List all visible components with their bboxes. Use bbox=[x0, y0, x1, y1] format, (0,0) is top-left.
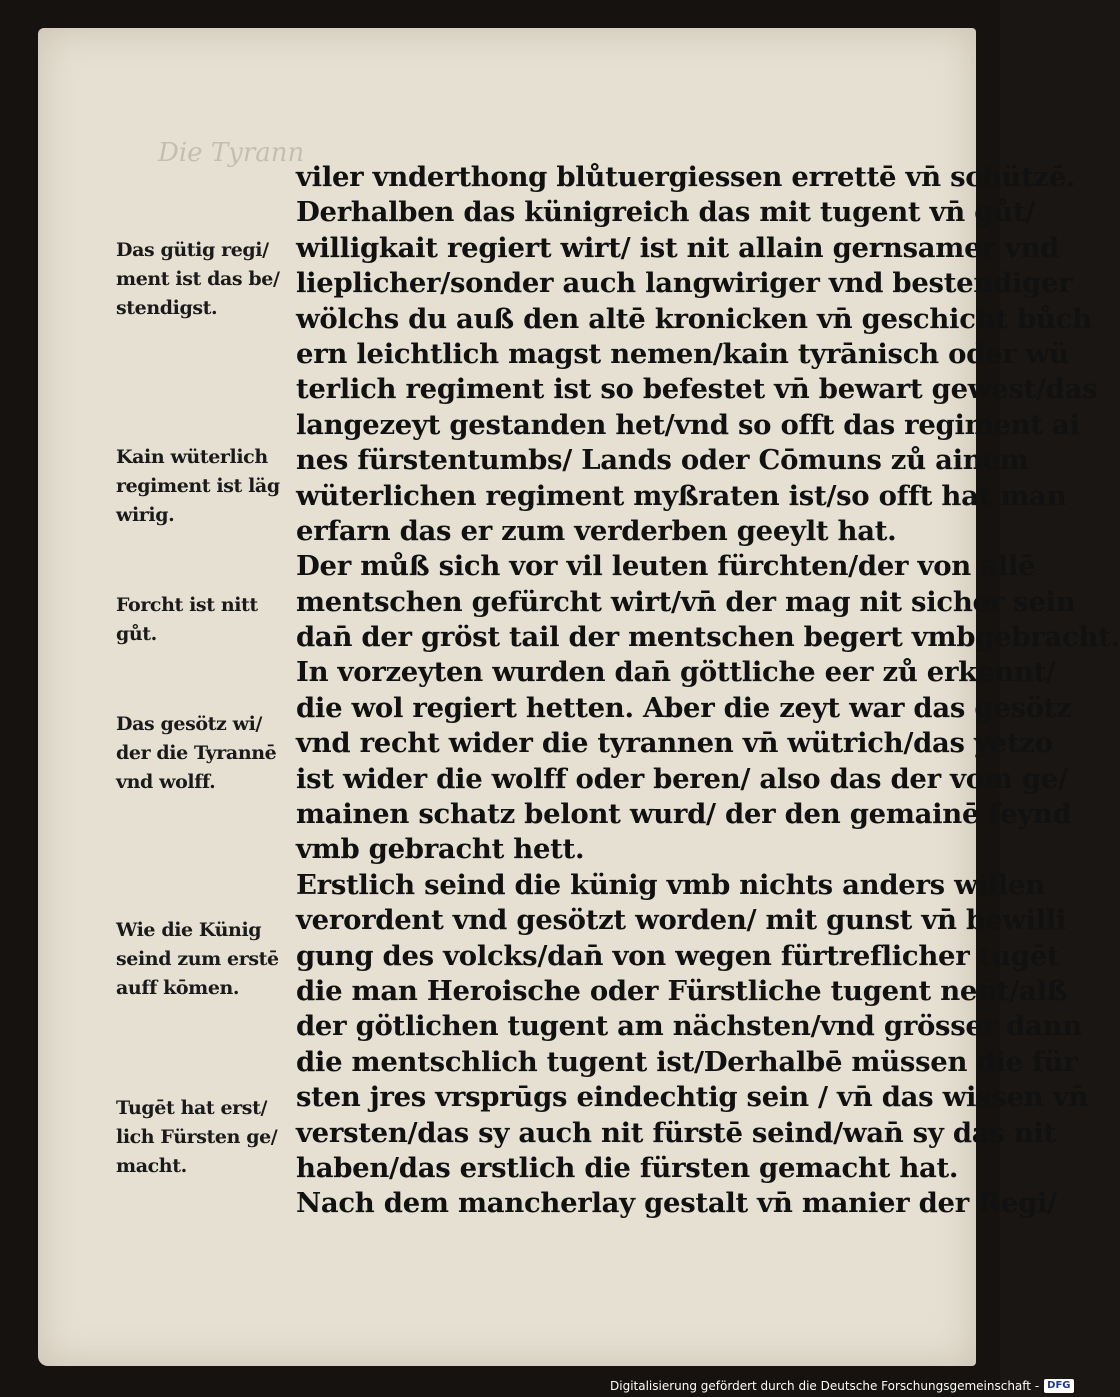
text-line: wüterlichen regiment myßraten ist/so offt hat man bbox=[296, 479, 1067, 512]
margin-note-line: auff kōmen. bbox=[116, 977, 240, 999]
margin-note-line: macht. bbox=[116, 1155, 187, 1177]
margin-note-line: gůt. bbox=[116, 623, 157, 645]
text-line: die wol regiert hetten. Aber die zeyt war das gesötz bbox=[296, 691, 1072, 724]
text-line: mainen schatz belont wurd/ der den gemainē feynd bbox=[296, 798, 1072, 831]
text-line: wölchs du auß den altē kronicken vn̄ geschicht bůch bbox=[296, 302, 1092, 335]
text-line: ist wider die wolff oder beren/ also das der vom ge/ bbox=[296, 762, 1068, 795]
text-line: sten jres vrsprūgs eindechtig sein / vn̄ das wissen vn̄ bbox=[296, 1081, 1089, 1114]
text-line: langezeyt gestanden het/vnd so offt das regiment ai bbox=[296, 408, 1080, 441]
text-line: Derhalben das künigreich das mit tugent vn̄ gůt/ bbox=[296, 196, 1035, 229]
margin-note-line: Forcht ist nitt bbox=[116, 594, 258, 616]
text-line: verordent vnd gesötzt worden/ mit gunst vn̄ bewilli bbox=[296, 904, 1067, 937]
margin-note-kings-origin bbox=[116, 916, 296, 1003]
text-line: gung des volcks/dan̄ von wegen fürtreflicher tugēt bbox=[296, 939, 1060, 972]
margin-note-cruel-rule bbox=[116, 443, 296, 530]
footer-text: Digitalisierung gefördert durch die Deutsche Forschungsgemeinschaft - bbox=[610, 1379, 1040, 1393]
margin-note-good-rule bbox=[116, 236, 296, 323]
text-line: vmb gebracht hett. bbox=[296, 833, 585, 866]
margin-note-line: seind zum erstē bbox=[116, 948, 279, 970]
margin-note-line: regiment ist läg bbox=[116, 475, 280, 497]
text-line: erfarn das er zum verderben geeylt hat. bbox=[296, 514, 897, 547]
footer-credit bbox=[610, 1377, 1074, 1395]
margin-note-line: Das gütig regi/ bbox=[116, 239, 269, 261]
margin-note-line: stendigst. bbox=[116, 297, 218, 319]
bleed-through-text: Die Tyrann bbox=[158, 138, 305, 168]
text-line: die mentschlich tugent ist/Derhalbē müssen die für bbox=[296, 1045, 1078, 1078]
text-line: die man Heroische oder Fürstliche tugent nen̄t/alß bbox=[296, 974, 1068, 1007]
text-line: der götlichen tugent am nächsten/vnd grösser dann bbox=[296, 1010, 1082, 1043]
text-line: Erstlich seind die künig vmb nichts anders willen bbox=[296, 868, 1045, 901]
text-line: lieplicher/sonder auch langwiriger vnd bestendiger bbox=[296, 267, 1073, 300]
margin-note-line: lich Fürsten ge/ bbox=[116, 1126, 278, 1148]
margin-note-fear bbox=[116, 591, 296, 649]
margin-note-line: vnd wolff. bbox=[116, 771, 216, 793]
text-line: vnd recht wider die tyrannen vn̄ wütrich/das yetzo bbox=[296, 727, 1053, 760]
margin-note-virtue-princes bbox=[116, 1094, 296, 1181]
text-line: Der můß sich vor vil leuten fürchten/der von allē bbox=[296, 550, 1036, 583]
margin-note-law-tyrants bbox=[116, 710, 296, 797]
margin-note-line: Das gesötz wi/ bbox=[116, 713, 262, 735]
margin-note-line: wirig. bbox=[116, 504, 175, 526]
text-line: haben/das erstlich die fürsten gemacht hat. bbox=[296, 1151, 959, 1184]
text-line: ern leichtlich magst nemen/kain tyrānisch oder wü bbox=[296, 337, 1069, 370]
text-line: willigkait regiert wirt/ ist nit allain gernsamer vnd bbox=[296, 231, 1060, 264]
margin-note-line: Tugēt hat erst/ bbox=[116, 1097, 268, 1119]
margin-note-line: Wie die Künig bbox=[116, 919, 262, 941]
dfg-logo: DFG bbox=[1044, 1379, 1073, 1393]
text-line: dan̄ der gröst tail der mentschen begert vmbgebracht. bbox=[296, 621, 1120, 654]
text-line: Nach dem mancherlay gestalt vn̄ manier der Regi/ bbox=[296, 1187, 1057, 1220]
text-line: mentschen gefürcht wirt/vn̄ der mag nit sicher sein bbox=[296, 585, 1076, 618]
main-text-block bbox=[296, 160, 1120, 1222]
text-line: versten/das sy auch nit fürstē seind/wan̄ sy das nit bbox=[296, 1116, 1056, 1149]
margin-note-line: Kain wüterlich bbox=[116, 446, 268, 468]
text-line: terlich regiment ist so befestet vn̄ bewart gewest/das bbox=[296, 373, 1098, 406]
margin-note-line: ment ist das be/ bbox=[116, 268, 280, 290]
text-line: nes fürstentumbs/ Lands oder Cōmuns zů ainem bbox=[296, 444, 1029, 477]
book-page bbox=[38, 28, 1120, 1366]
text-line: viler vnderthong blůtuergiessen errettē vn̄ schützē. bbox=[296, 161, 1076, 193]
margin-note-line: der die Tyrannē bbox=[116, 742, 277, 764]
text-line: In vorzeyten wurden dan̄ göttliche eer zů erkennt/ bbox=[296, 656, 1056, 689]
